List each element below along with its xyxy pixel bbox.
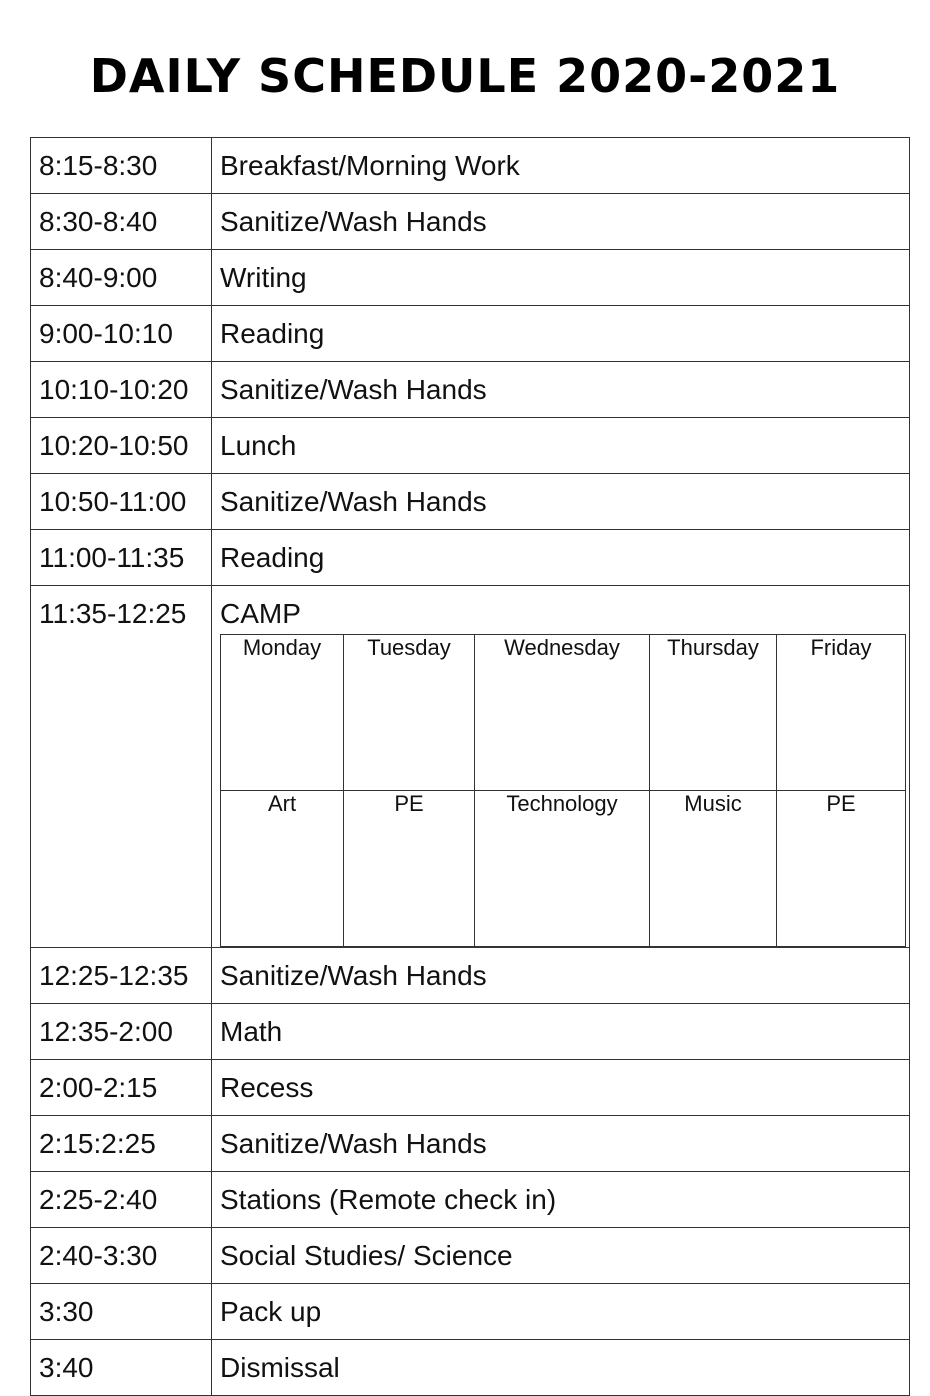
time-cell: 8:15-8:30 [31, 138, 212, 194]
camp-classes-row [221, 791, 906, 947]
time-cell: 8:40-9:00 [31, 250, 212, 306]
table-row [31, 194, 910, 250]
activity-cell: Reading [212, 306, 910, 362]
table-row [31, 1340, 910, 1396]
time-cell: 2:00-2:15 [31, 1060, 212, 1116]
camp-day-tuesday: Tuesday [344, 635, 475, 791]
activity-cell: Sanitize/Wash Hands [212, 948, 910, 1004]
time-cell: 10:50-11:00 [31, 474, 212, 530]
activity-cell: Reading [212, 530, 910, 586]
time-cell: 10:10-10:20 [31, 362, 212, 418]
schedule-table [30, 137, 910, 1396]
table-row [31, 362, 910, 418]
time-cell: 12:35-2:00 [31, 1004, 212, 1060]
camp-class-tuesday: PE [344, 791, 475, 947]
activity-cell: Recess [212, 1060, 910, 1116]
activity-cell: Pack up [212, 1284, 910, 1340]
time-cell: 8:30-8:40 [31, 194, 212, 250]
activity-cell: Breakfast/Morning Work [212, 138, 910, 194]
activity-cell: Sanitize/Wash Hands [212, 194, 910, 250]
table-row [31, 1116, 910, 1172]
table-row-camp [31, 586, 910, 948]
camp-label: CAMP [220, 598, 301, 629]
camp-day-monday: Monday [221, 635, 344, 791]
activity-cell: Sanitize/Wash Hands [212, 1116, 910, 1172]
camp-class-monday: Art [221, 791, 344, 947]
table-row [31, 1284, 910, 1340]
time-cell: 3:30 [31, 1284, 212, 1340]
camp-rotation-table [220, 634, 906, 947]
activity-cell-camp [212, 586, 910, 948]
activity-cell: Lunch [212, 418, 910, 474]
time-cell: 2:40-3:30 [31, 1228, 212, 1284]
time-cell: 2:15:2:25 [31, 1116, 212, 1172]
table-row [31, 250, 910, 306]
time-cell: 2:25-2:40 [31, 1172, 212, 1228]
activity-cell: Sanitize/Wash Hands [212, 474, 910, 530]
table-row [31, 530, 910, 586]
table-row [31, 948, 910, 1004]
time-cell: 3:40 [31, 1340, 212, 1396]
camp-day-wednesday: Wednesday [475, 635, 650, 791]
table-row [31, 418, 910, 474]
table-row [31, 1228, 910, 1284]
activity-cell: Writing [212, 250, 910, 306]
activity-cell: Social Studies/ Science [212, 1228, 910, 1284]
time-cell: 11:00-11:35 [31, 530, 212, 586]
activity-cell: Math [212, 1004, 910, 1060]
camp-days-row [221, 635, 906, 791]
camp-class-friday: PE [777, 791, 906, 947]
table-row [31, 474, 910, 530]
camp-class-wednesday: Technology [475, 791, 650, 947]
time-cell: 12:25-12:35 [31, 948, 212, 1004]
activity-cell: Dismissal [212, 1340, 910, 1396]
activity-cell: Sanitize/Wash Hands [212, 362, 910, 418]
table-row [31, 306, 910, 362]
page-title: DAILY SCHEDULE 2020-2021 [89, 49, 841, 103]
time-cell: 11:35-12:25 [31, 586, 212, 948]
activity-cell: Stations (Remote check in) [212, 1172, 910, 1228]
camp-day-thursday: Thursday [650, 635, 777, 791]
camp-day-friday: Friday [777, 635, 906, 791]
table-row [31, 1004, 910, 1060]
table-row [31, 138, 910, 194]
time-cell: 9:00-10:10 [31, 306, 212, 362]
camp-class-thursday: Music [650, 791, 777, 947]
time-cell: 10:20-10:50 [31, 418, 212, 474]
table-row [31, 1060, 910, 1116]
